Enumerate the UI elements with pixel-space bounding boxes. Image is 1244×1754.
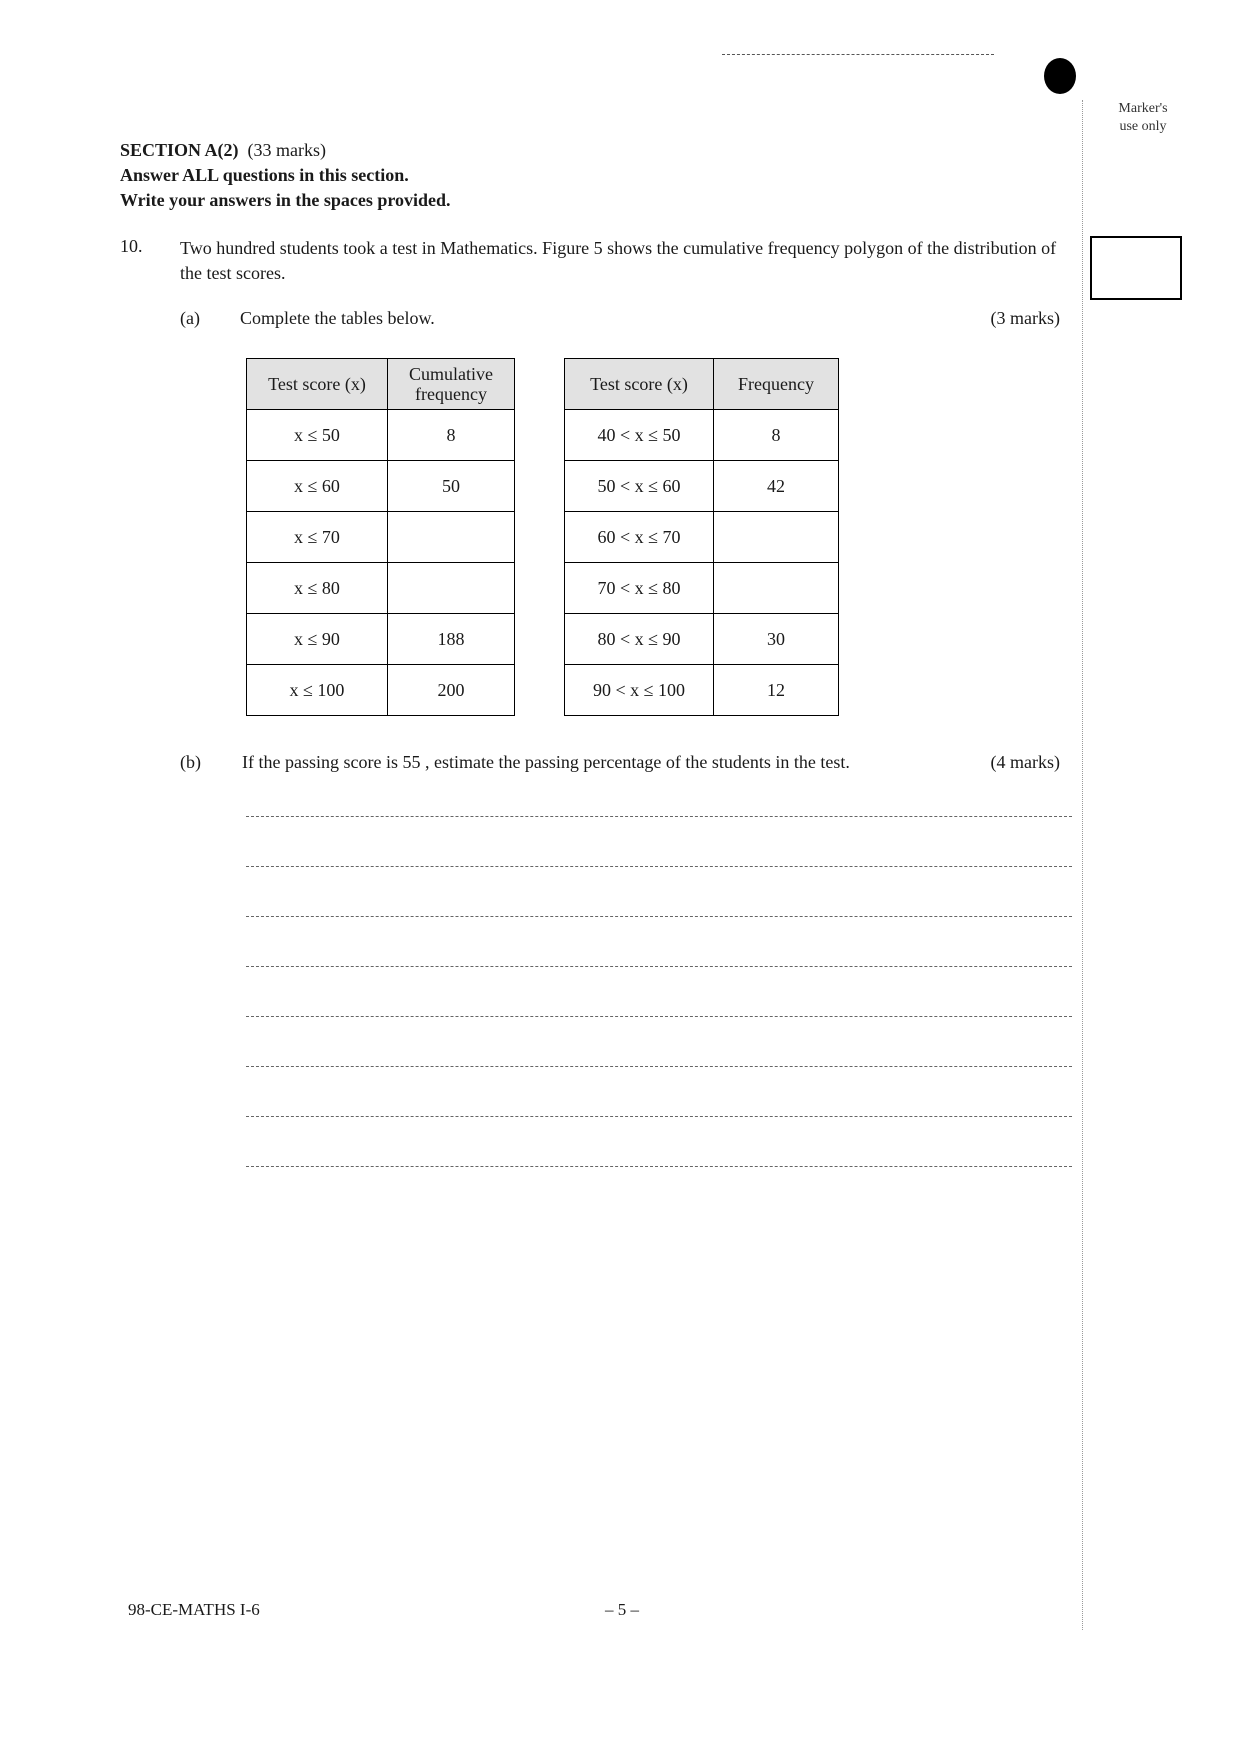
table-row: [565, 512, 839, 563]
table2-cell-value[interactable]: 42: [714, 461, 839, 512]
table-row: [565, 614, 839, 665]
table-row: [247, 461, 515, 512]
part-b-text: If the passing score is 55 , estimate the passing percentage of the students in the test.: [242, 752, 850, 772]
answer-line[interactable]: [246, 866, 1072, 867]
section-marks: (33 marks): [247, 140, 327, 160]
table1-cell-score: x ≤ 80: [247, 563, 388, 614]
table1-cell-value[interactable]: 200: [388, 665, 515, 716]
table1-cell-value[interactable]: 50: [388, 461, 515, 512]
marker-score-box[interactable]: [1090, 236, 1182, 300]
section-instruction-2: Write your answers in the spaces provided.: [120, 190, 451, 210]
table1-header-score: Test score (x): [247, 359, 388, 410]
answer-line[interactable]: [246, 966, 1072, 967]
table-row: [565, 461, 839, 512]
table2-header-score: Test score (x): [565, 359, 714, 410]
part-b-label: (b): [180, 752, 201, 772]
table1-header-cumfreq: Cumulative frequency: [388, 359, 515, 410]
answer-line[interactable]: [246, 1016, 1072, 1017]
table2-cell-score: 80 < x ≤ 90: [565, 614, 714, 665]
paper-code: 98-CE-MATHS I-6: [128, 1600, 260, 1619]
table2-cell-value[interactable]: 30: [714, 614, 839, 665]
markers-use-label: [1098, 100, 1188, 136]
frequency-table: [564, 358, 839, 716]
table2-cell-value[interactable]: 12: [714, 665, 839, 716]
section-header: [120, 138, 451, 213]
table1-cell-value[interactable]: 188: [388, 614, 515, 665]
table1-cell-score: x ≤ 90: [247, 614, 388, 665]
table2-cell-value[interactable]: [714, 512, 839, 563]
page-number: – 5 –: [605, 1600, 639, 1619]
top-rule: [722, 54, 994, 55]
table1-cell-score: x ≤ 100: [247, 665, 388, 716]
question-number: 10.: [120, 236, 143, 256]
part-a-marks: (3 marks): [990, 308, 1060, 328]
table1-cell-score: x ≤ 70: [247, 512, 388, 563]
answer-line[interactable]: [246, 1066, 1072, 1067]
table1-cell-score: x ≤ 60: [247, 461, 388, 512]
cumulative-frequency-table: [246, 358, 515, 716]
section-title: SECTION A(2): [120, 140, 239, 160]
part-a-label: (a): [180, 308, 200, 328]
table1-cell-value[interactable]: [388, 563, 515, 614]
section-instruction-1: Answer ALL questions in this section.: [120, 165, 409, 185]
table1-cell-value[interactable]: [388, 512, 515, 563]
table-row: [247, 410, 515, 461]
table-row: [565, 563, 839, 614]
answer-line[interactable]: [246, 1166, 1072, 1167]
answer-line[interactable]: [246, 916, 1072, 917]
table-row: [247, 563, 515, 614]
table-row: [247, 665, 515, 716]
markers-use-line2: use only: [1119, 119, 1167, 134]
part-b-marks: (4 marks): [990, 752, 1060, 772]
registration-dot: [1044, 58, 1076, 94]
table2-cell-score: 70 < x ≤ 80: [565, 563, 714, 614]
table2-cell-score: 50 < x ≤ 60: [565, 461, 714, 512]
table-row: [565, 665, 839, 716]
table1-cell-score: x ≤ 50: [247, 410, 388, 461]
markers-use-line1: Marker's: [1118, 101, 1168, 116]
table2-cell-score: 40 < x ≤ 50: [565, 410, 714, 461]
margin-rule: [1082, 100, 1083, 1630]
table2-cell-score: 90 < x ≤ 100: [565, 665, 714, 716]
table2-cell-value[interactable]: [714, 563, 839, 614]
table2-cell-score: 60 < x ≤ 70: [565, 512, 714, 563]
table2-header-freq: Frequency: [714, 359, 839, 410]
table1-cell-value[interactable]: 8: [388, 410, 515, 461]
answer-line[interactable]: [246, 816, 1072, 817]
part-a-text: Complete the tables below.: [240, 308, 435, 328]
table2-cell-value[interactable]: 8: [714, 410, 839, 461]
answer-line[interactable]: [246, 1116, 1072, 1117]
table-row: [247, 512, 515, 563]
table-row: [565, 410, 839, 461]
table-row: [247, 614, 515, 665]
question-text: Two hundred students took a test in Mathematics. Figure 5 shows the cumulative frequency polygon of the distribution of the test scores.: [180, 238, 1057, 283]
